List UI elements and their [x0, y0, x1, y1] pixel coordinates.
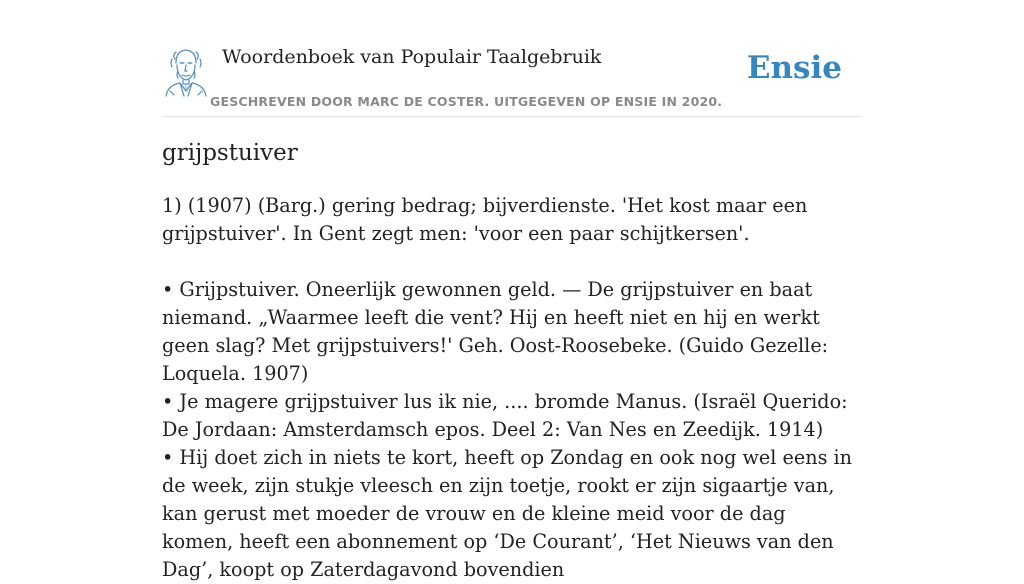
- author-portrait-icon[interactable]: [162, 45, 210, 97]
- entry-definition: [162, 192, 862, 584]
- book-header: [162, 40, 862, 117]
- definition-paragraph: 1) (1907) (Barg.) gering bedrag; bijverdienste. 'Het kost maar een grijpstuiver'. In Gent zegt men: 'voor een paar schijtkersen'.: [162, 194, 808, 245]
- book-title[interactable]: Woordenboek van Populair Taalgebruik: [222, 46, 602, 68]
- author-byline: GESCHREVEN DOOR MARC DE COSTER. UITGEGEVEN OP ENSIE IN 2020.: [210, 94, 723, 109]
- citation-paragraph: • Hij doet zich in niets te kort, heeft op Zondag en ook nog wel eens in de week, zijn stukje vleesch en zijn toetje, rookt er zijn sigaartje van, kan gerust met moeder de vrouw en de kleine meid voor de dag komen, heeft een abonnement op ‘De Courant’, ‘Het Nieuws van den Dag’, koopt op Zaterdagavond bovendien: [162, 446, 853, 581]
- citation-paragraph: • Grijpstuiver. Oneerlijk gewonnen geld. — De grijpstuiver en baat niemand. „Waarmee leeft die vent? Hij en heeft niet en hij en werkt geen slag? Met grijpstuivers!' Geh. Oost-Roosebeke. (Guido Gezelle: Loquela. 1907): [162, 278, 829, 385]
- author-portrait-drawing: [162, 45, 210, 97]
- entry-title: grijpstuiver: [162, 140, 298, 166]
- paragraph-spacer: [162, 248, 862, 276]
- ensie-logo-link[interactable]: Ensie: [746, 50, 842, 86]
- citation-paragraph: • Je magere grijpstuiver lus ik nie, .... bromde Manus. (Israël Querido: De Jordaan: Amsterdamsch epos. Deel 2: Van Nes en Zeedijk. 1914): [162, 390, 848, 441]
